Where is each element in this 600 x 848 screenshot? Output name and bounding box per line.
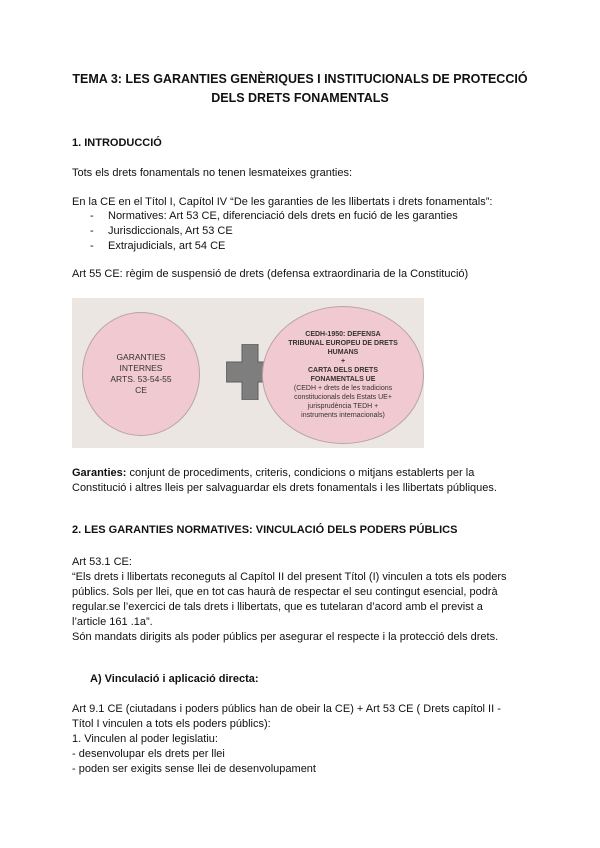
- art53-quote: “Els drets i llibertats reconeguts al Capítol II del present Títol (I) vinculen a tots els poders públics. Sols per llei, que en tot cas haurà de respectar el seu contingut esencial, podrà regular.se l’exercici de tals drets i llibertats, que es tutelaran d’acord amb el previst a l’article 161 .1a”. Són mandats dirigits als poder públics per asegurar el respecte i la protecció dels drets.: [72, 570, 542, 645]
- european-guarantees-circle: CEDH-1950: DEFENSA TRIBUNAL EUROPEU DE DRETS HUMANS + CARTA DELS DRETS FONAMENTALS UE (CEDH + drets de les tradicions constitucionals dels Estats UE+ jurisprudència TEDH + instruments internacionals): [262, 306, 424, 444]
- garanties-definition: Garanties: conjunt de procediments, criteris, condicions o mitjans establerts per la Constitució i altres lleis per salvaguardar els drets fonamentals i les llibertats públiques.: [72, 467, 497, 494]
- section-2-heading: 2. LES GARANTIES NORMATIVES: VINCULACIÓ DELS PODERS PÚBLICS: [72, 524, 458, 536]
- mandats-paragraph: Són mandats dirigits als poder públics per asegurar el respecte i la protecció dels drets.: [72, 631, 499, 643]
- list-item: - Jurisdiccionals, Art 53 CE: [90, 225, 233, 237]
- document-title: [40, 70, 560, 108]
- art91-paragraph: Art 9.1 CE (ciutadans i poders públics han de obeir la CE) + Art 53 CE ( Drets capítol II - Títol I vinculen a tots els poders públics): 1. Vinculen al poder legislatiu: - desenvolupar els drets per llei - poden ser exigits sense llei de desenvolupament: [72, 703, 501, 775]
- list-item: - Normatives: Art 53 CE, diferenciació dels drets en fució de les garanties: [90, 210, 458, 222]
- garanties-diagram: [72, 298, 424, 448]
- intro-paragraph: Tots els drets fonamentals no tenen lesmateixes granties:: [72, 167, 353, 179]
- subsection-a-heading: A) Vinculació i aplicació directa:: [90, 673, 259, 685]
- art55-paragraph: Art 55 CE: règim de suspensió de drets (defensa extraordinaria de la Constitució): [72, 268, 469, 280]
- internal-guarantees-circle: GARANTIES INTERNES ARTS. 53-54-55 CE: [82, 312, 200, 436]
- section-1-heading: 1. INTRODUCCIÓ: [72, 137, 162, 149]
- ce-titol-paragraph: En la CE en el Títol I, Capítol IV “De les garanties de les llibertats i drets fonamentals”:: [72, 196, 493, 208]
- title-line-2: DELS DRETS FONAMENTALS: [211, 91, 389, 105]
- title-line-1: TEMA 3: LES GARANTIES GENÈRIQUES I INSTITUCIONALS DE PROTECCIÓ: [72, 72, 528, 86]
- art53-ref: Art 53.1 CE:: [72, 556, 132, 568]
- list-item: - Extrajudicials, art 54 CE: [90, 240, 226, 252]
